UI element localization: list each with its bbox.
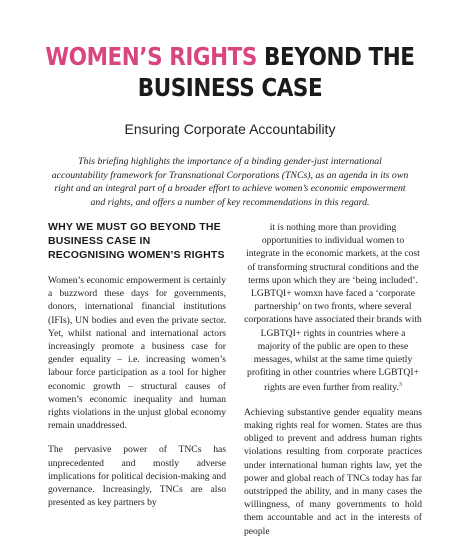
- intro-paragraph: This briefing highlights the importance of a binding gender-just international accountability framework for Transnational Corporations (TNCs), as an agenda in its own right and an integral part of a broader effort to achieve women’s economic empowerment and rights, and offers a number of key recommendations in this regard.: [51, 156, 409, 208]
- footnote-marker: 3: [398, 382, 402, 389]
- body-paragraph: Women’s economic empowerment is certainly a buzzword these days for governments, donors, international financial institutions (IFIs), UN bodies and even the private sector. Yet, whilst national and international actors increasingly promote a business case for gender equality – i.e. increasing women’s labour force participation as a tool for higher economic growth – structural causes of women’s economic inequality and human rights violations in the unjust global economy remain unaddressed.: [48, 275, 226, 432]
- body-paragraph: Achieving substantive gender equality means making rights real for women. States are thus obliged to prevent and address human rights violations resulting from corporate practices under international human rights law, yet the power and global reach of TNCs today has far outstripped the ability, and in many cases the willingness, of many governments to hold them accountable and act in the interests of people: [244, 406, 422, 537]
- title-highlight: WOMEN’S RIGHTS: [45, 42, 257, 71]
- document-title: [32, 41, 428, 103]
- right-column: [244, 221, 422, 549]
- paragraph-text: it is nothing more than providing opportunities to individual women to integrate in the economic markets, at the cost of transforming structural conditions and the terms upon which they are ‘being included’. LGBTQI+ womxn have faced a ‘corporate partnership’ on two fronts, where several corporations have associated their brands with LGBTQI+ rights in countries where a majority of the public are open to these messages, whilst at the same time quietly profiting in other countries where LGBTQI+ rights are even further from reality.: [244, 222, 422, 394]
- title-rest-line1: BEYOND THE: [264, 42, 415, 71]
- body-paragraph: The pervasive power of TNCs has unprecedented and mostly adverse implications for political decision-making and governance. Increasingly, TNCs are also presented as key partners by: [48, 444, 226, 509]
- section-heading: WHY WE MUST GO BEYOND THE BUSINESS CASE IN RECOGNISING WOMEN’S RIGHTS: [48, 221, 225, 261]
- left-column: [48, 220, 226, 520]
- title-line2: BUSINESS CASE: [137, 73, 323, 102]
- body-paragraph: [244, 221, 422, 395]
- document-subtitle: Ensuring Corporate Accountability: [124, 121, 336, 137]
